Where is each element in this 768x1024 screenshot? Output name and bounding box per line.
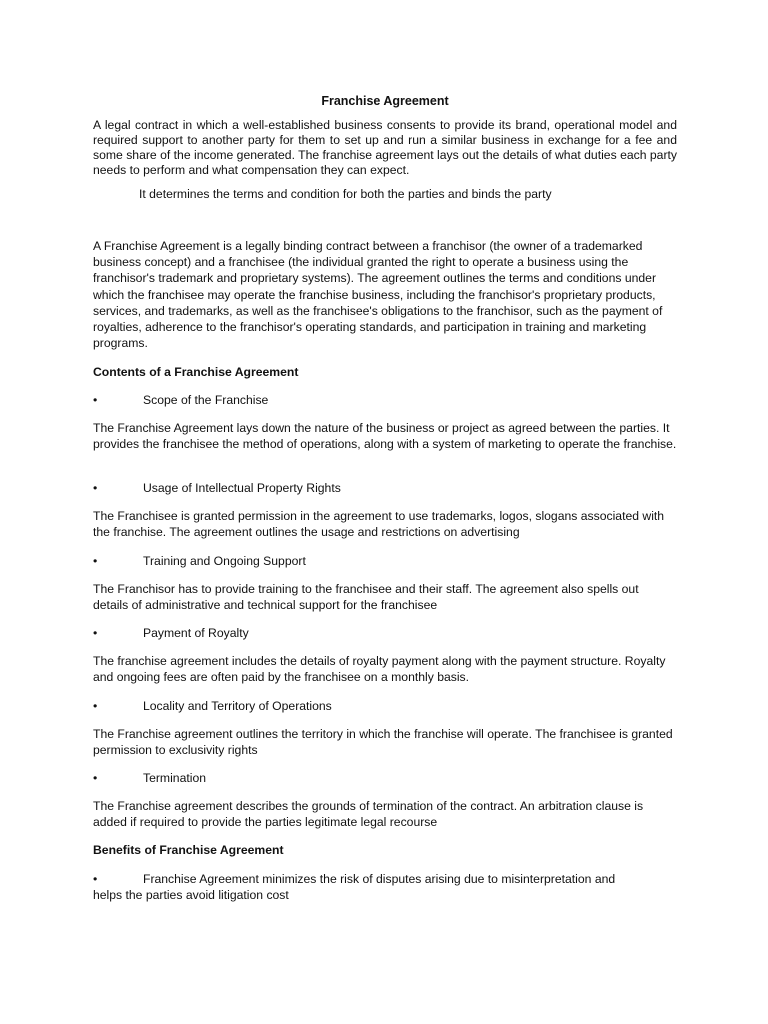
bullet-marker: •	[93, 393, 98, 407]
benefits-text-line-2: helps the parties avoid litigation cost	[93, 888, 289, 902]
contents-bullet-territory	[93, 698, 677, 714]
contents-bullet-scope	[93, 392, 677, 408]
contents-text-termination: The Franchise agreement describes the grounds of termination of the contract. An arbitration clause is added if required to provide the parties legitimate legal recourse	[93, 799, 644, 829]
benefits-item	[93, 871, 677, 903]
contents-text-territory: The Franchise agreement outlines the territory in which the franchise will operate. The franchisee is granted permission to exclusivity rights	[93, 727, 673, 757]
bullet-label: Locality and Territory of Operations	[143, 699, 332, 713]
definition-paragraph: A Franchise Agreement is a legally binding contract between a franchisor (the owner of a trademarked business concept) and a franchisee (the individual granted the right to operate a business using the franchisor's trademark and proprietary systems). The agreement outlines the terms and conditions under which the franchisee may operate the franchise business, including the franchisor's proprietary products, services, and trademarks, as well as the franchisee's obligations to the franchisor, such as the payment of royalties, adherence to the franchisor's operating standards, and participation in training and marketing programs.	[93, 239, 663, 351]
contents-text-scope: The Franchise Agreement lays down the nature of the business or project as agreed between the parties. It provides the franchisee the method of operations, along with a system of marketing to operate the franchise.	[93, 421, 677, 451]
bullet-marker: •	[93, 554, 98, 568]
bullet-label: Scope of the Franchise	[143, 393, 269, 407]
contents-bullet-royalty	[93, 625, 677, 641]
contents-heading: Contents of a Franchise Agreement	[93, 365, 299, 379]
contents-bullet-termination	[93, 770, 677, 786]
bullet-marker: •	[93, 771, 98, 785]
bullet-marker: •	[93, 872, 98, 886]
benefits-heading: Benefits of Franchise Agreement	[93, 843, 284, 857]
benefits-text-line-1: Franchise Agreement minimizes the risk of disputes arising due to misinterpretation and	[143, 872, 616, 886]
bullet-label: Payment of Royalty	[143, 626, 249, 640]
bullet-marker: •	[93, 699, 98, 713]
benefits-item-line-1	[93, 871, 677, 887]
document-title: Franchise Agreement	[321, 94, 449, 108]
contents-text-training: The Franchisor has to provide training to the franchisee and their staff. The agreement also spells out details of administrative and technical support for the franchisee	[93, 582, 639, 612]
intro-paragraph: A legal contract in which a well-established business consents to provide its brand, operational model and required support to another party for them to set up and run a similar business in exchange for a fee and some share of the income generated. The franchise agreement lays out the details of what duties each party needs to perform and what compensation they can expect.	[93, 118, 677, 177]
bullet-label: Training and Ongoing Support	[143, 554, 306, 568]
bullet-marker: •	[93, 626, 98, 640]
intro-indented-line: It determines the terms and condition for both the parties and binds the party	[139, 187, 552, 201]
contents-text-ip: The Franchisee is granted permission in the agreement to use trademarks, logos, slogans associated with the franchise. The agreement outlines the usage and restrictions on advertising	[93, 509, 665, 539]
bullet-label: Termination	[143, 771, 206, 785]
bullet-marker: •	[93, 481, 98, 495]
contents-text-royalty: The franchise agreement includes the details of royalty payment along with the payment structure. Royalty and ongoing fees are often paid by the franchisee on a monthly basis.	[93, 654, 666, 684]
bullet-label: Usage of Intellectual Property Rights	[143, 481, 341, 495]
contents-bullet-ip	[93, 480, 677, 496]
contents-bullet-training	[93, 553, 677, 569]
